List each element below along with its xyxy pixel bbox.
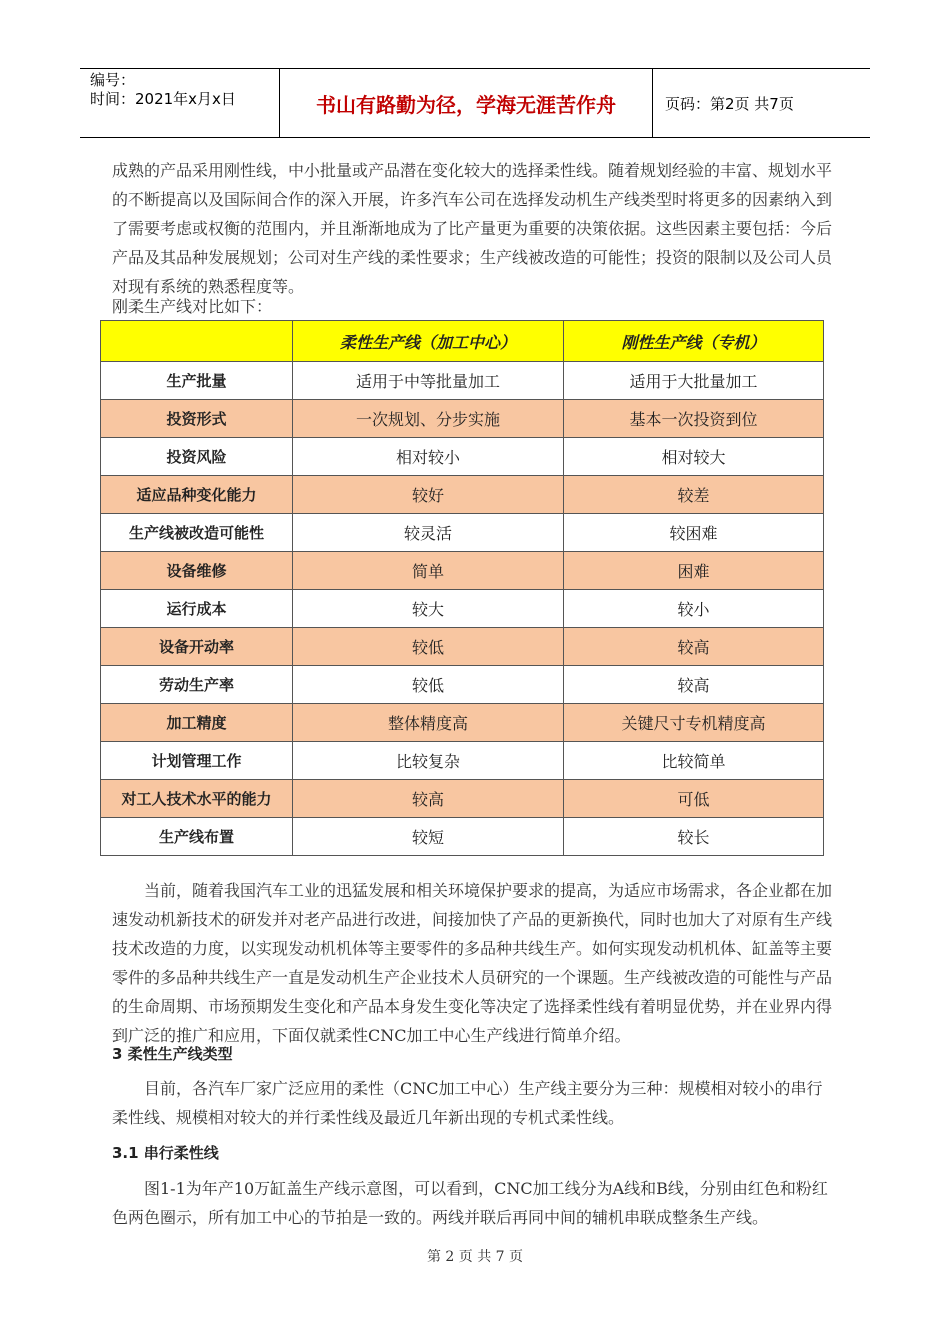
table-row — [101, 362, 824, 400]
rigid-value: 较高 — [564, 666, 824, 704]
table-row — [101, 818, 824, 856]
header-motto: 书山有路勤为径，学海无涯苦作舟 — [280, 69, 653, 137]
table-header-row — [101, 321, 824, 362]
table-row — [101, 514, 824, 552]
rigid-value: 较困难 — [564, 514, 824, 552]
document-header — [80, 68, 870, 138]
section-3-heading: 3 柔性生产线类型 — [112, 1045, 233, 1063]
row-label: 劳动生产率 — [101, 666, 293, 704]
row-label: 投资形式 — [101, 400, 293, 438]
flexible-value: 较低 — [293, 628, 564, 666]
rigid-value: 较小 — [564, 590, 824, 628]
row-label: 运行成本 — [101, 590, 293, 628]
flexible-value: 较大 — [293, 590, 564, 628]
flexible-value: 较低 — [293, 666, 564, 704]
header-meta — [80, 69, 280, 137]
rigid-value: 适用于大批量加工 — [564, 362, 824, 400]
flexible-value: 较好 — [293, 476, 564, 514]
rigid-value: 相对较大 — [564, 438, 824, 476]
table-row — [101, 666, 824, 704]
table-row — [101, 628, 824, 666]
row-label: 生产线被改造可能性 — [101, 514, 293, 552]
flexible-value: 整体精度高 — [293, 704, 564, 742]
rigid-value: 比较简单 — [564, 742, 824, 780]
table-row — [101, 400, 824, 438]
table-row — [101, 780, 824, 818]
section-3-1-heading: 3.1 串行柔性线 — [112, 1144, 219, 1162]
rigid-value: 较高 — [564, 628, 824, 666]
rigid-value: 较长 — [564, 818, 824, 856]
rigid-value: 基本一次投资到位 — [564, 400, 824, 438]
flexible-value: 较高 — [293, 780, 564, 818]
paragraph-2: 当前，随着我国汽车工业的迅猛发展和相关环境保护要求的提高，为适应市场需求，各企业都在加速发动机新技术的研发并对老产品进行改进，间接加快了产品的更新换代，同时也加大了对原有生产线技术改造的力度，以实现发动机机体等主要零件的多品种共线生产。如何实现发动机机体、缸盖等主要零件的多品种共线生产一直是发动机生产企业技术人员研究的一个课题。生产线被改造的可能性与产品的生命周期、市场预期发生变化和产品本身发生变化等决定了选择柔性线有着明显优势，并在业界内得到广泛的推广和应用，下面仅就柔性CNC加工中心生产线进行简单介绍。 — [112, 881, 833, 1045]
flexible-value: 简单 — [293, 552, 564, 590]
table-row — [101, 704, 824, 742]
flexible-value: 较灵活 — [293, 514, 564, 552]
paragraph-1: 成熟的产品采用刚性线，中小批量或产品潜在变化较大的选择柔性线。随着规划经验的丰富、规划水平的不断提高以及国际间合作的深入开展，许多汽车公司在选择发动机生产线类型时将更多的因素纳入到了需要考虑或权衡的范围内，并且渐渐地成为了比产量更为重要的决策依据。这些因素主要包括：今后产品及其品种发展规划；公司对生产线的柔性要求；生产线被改造的可能性；投资的限制以及公司人员对现有系统的熟悉程度等。 — [112, 161, 833, 296]
flexible-value: 适用于中等批量加工 — [293, 362, 564, 400]
table-row — [101, 552, 824, 590]
row-label: 设备维修 — [101, 552, 293, 590]
table-header-cell: 刚性生产线（专机） — [564, 321, 824, 362]
time-label: 时间：2021年x月x日 — [90, 90, 236, 108]
table-header-cell: 柔性生产线（加工中心） — [293, 321, 564, 362]
row-label: 生产批量 — [101, 362, 293, 400]
paragraph-3: 目前，各汽车厂家广泛应用的柔性（CNC加工中心）生产线主要分为三种：规模相对较小的串行柔性线、规模相对较大的并行柔性线及最近几年新出现的专机式柔性线。 — [112, 1079, 823, 1127]
row-label: 投资风险 — [101, 438, 293, 476]
table-intro: 刚柔生产线对比如下： — [112, 297, 273, 316]
row-label: 计划管理工作 — [101, 742, 293, 780]
page-footer: 第 2 页 共 7 页 — [426, 1249, 524, 1265]
row-label: 生产线布置 — [101, 818, 293, 856]
table-row — [101, 476, 824, 514]
paragraph-4: 图1-1为年产10万缸盖生产线示意图，可以看到，CNC加工线分为A线和B线，分别由红色和粉红色两色圈示，所有加工中心的节拍是一致的。两线并联后再同中间的辅机串联成整条生产线。 — [112, 1179, 828, 1227]
row-label: 设备开动率 — [101, 628, 293, 666]
header-page-info: 页码：第2页 共7页 — [665, 94, 794, 113]
rigid-value: 关键尺寸专机精度高 — [564, 704, 824, 742]
rigid-value: 可低 — [564, 780, 824, 818]
row-label: 适应品种变化能力 — [101, 476, 293, 514]
table-row — [101, 438, 824, 476]
number-label: 编号： — [90, 71, 136, 89]
rigid-value: 困难 — [564, 552, 824, 590]
flexible-value: 相对较小 — [293, 438, 564, 476]
flexible-value: 一次规划、分步实施 — [293, 400, 564, 438]
comparison-table — [100, 320, 824, 856]
table-header-cell — [101, 321, 293, 362]
flexible-value: 比较复杂 — [293, 742, 564, 780]
table-row — [101, 742, 824, 780]
row-label: 加工精度 — [101, 704, 293, 742]
table-row — [101, 590, 824, 628]
row-label: 对工人技术水平的能力 — [101, 780, 293, 818]
flexible-value: 较短 — [293, 818, 564, 856]
rigid-value: 较差 — [564, 476, 824, 514]
